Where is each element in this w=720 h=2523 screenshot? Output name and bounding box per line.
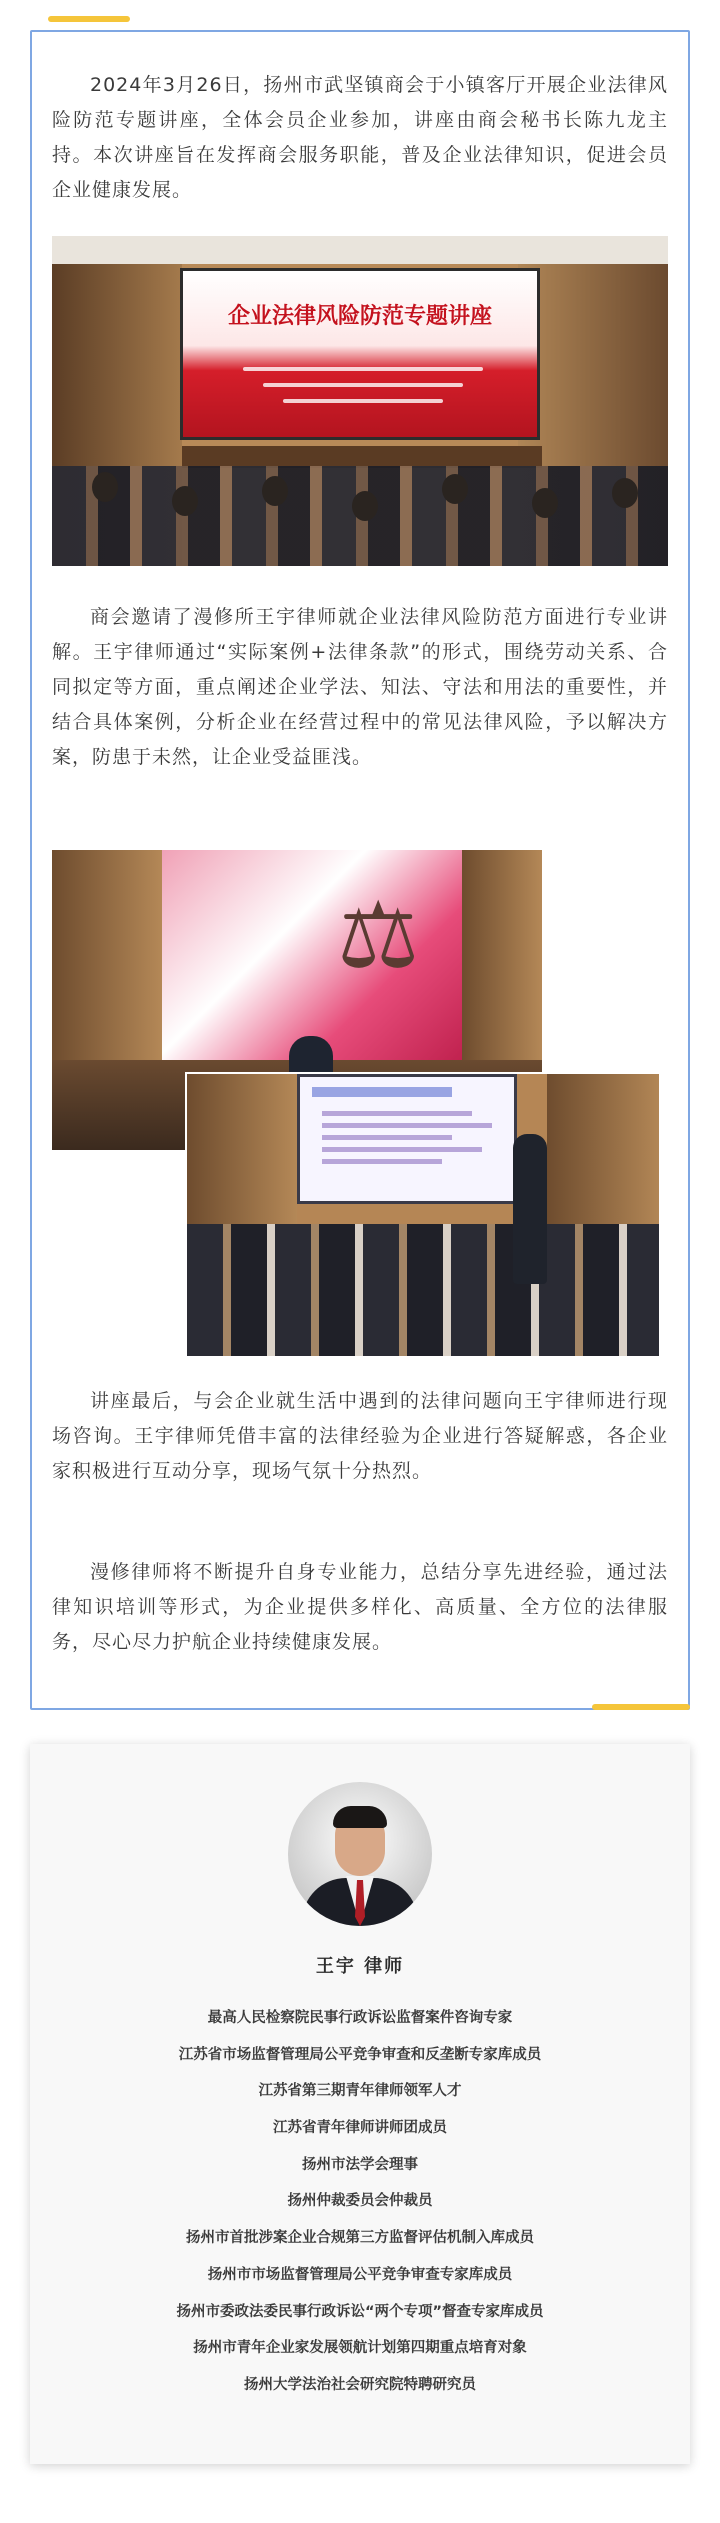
projection-screen <box>162 850 462 1060</box>
credential-item: 最高人民检察院民事行政诉讼监督案件咨询专家 <box>207 2010 513 2026</box>
credential-item: 扬州仲裁委员会仲裁员 <box>287 2193 433 2210</box>
accent-bar-top <box>48 16 130 22</box>
article-paragraph-3: 讲座最后，与会企业就生活中遇到的法律问题向王宇律师进行现场咨询。王宇律师凭借丰富的法律经验为企业进行答疑解惑，各企业家积极进行互动分享，现场气氛十分热烈。 <box>52 1390 668 1482</box>
credential-item: 江苏省市场监督管理局公平竞争审查和反垄断专家库成员 <box>178 2046 542 2063</box>
credential-item: 扬州大学法治社会研究院特聘研究员 <box>244 2376 476 2393</box>
projection-screen <box>180 268 540 440</box>
lawyer-profile-card <box>30 1744 690 2464</box>
lecture-photo-1 <box>52 236 668 566</box>
lecture-photo-3 <box>185 1072 661 1358</box>
accent-bar-bottom <box>592 1704 690 1710</box>
credential-item: 江苏省第三期青年律师领军人才 <box>258 2083 462 2100</box>
article-paragraph-4: 漫修律师将不断提升自身专业能力，总结分享先进经验，通过法律知识培训等形式，为企业提供多样化、高质量、全方位的法律服务，尽心尽力护航企业持续健康发展。 <box>52 1561 668 1653</box>
article-paragraph-1: 2024年3月26日，扬州市武坚镇商会于小镇客厅开展企业法律风险防范专题讲座，全体会员企业参加，讲座由商会秘书长陈九龙主持。本次讲座旨在发挥商会服务职能，普及企业法律知识，促进会员企业健康发展。 <box>52 74 668 201</box>
credential-item: 扬州市青年企业家发展领航计划第四期重点培育对象 <box>193 2340 527 2357</box>
lawyer-name: 王宇 律师 <box>315 1956 405 1977</box>
article-paragraph-2: 商会邀请了漫修所王宇律师就企业法律风险防范方面进行专业讲解。王宇律师通过“实际案例+法律条款”的形式，围绕劳动关系、合同拟定等方面，重点阐述企业学法、知法、守法和用法的重要性，并结合具体案例，分析企业在经营过程中的常见法律风险，予以解决方案，防患于未然，让企业受益匪浅。 <box>52 606 668 768</box>
screen-banner-title: 企业法律风险防范专题讲座 <box>227 303 492 329</box>
credential-item: 扬州市委政法委民事行政诉讼“两个专项”督查专家库成员 <box>176 2303 544 2320</box>
credential-list <box>30 2000 690 2404</box>
credential-item: 扬州市法学会理事 <box>302 2156 418 2173</box>
credential-item: 江苏省青年律师讲师团成员 <box>273 2120 447 2137</box>
avatar <box>288 1782 432 1926</box>
credential-item: 扬州市市场监督管理局公平竞争审查专家库成员 <box>207 2266 513 2283</box>
credential-item: 扬州市首批涉案企业合规第三方监督评估机制入库成员 <box>186 2230 534 2247</box>
lawyer-standing <box>513 1134 547 1284</box>
scales-of-justice-icon: ⚖ <box>337 882 420 989</box>
presentation-slide <box>297 1074 517 1204</box>
